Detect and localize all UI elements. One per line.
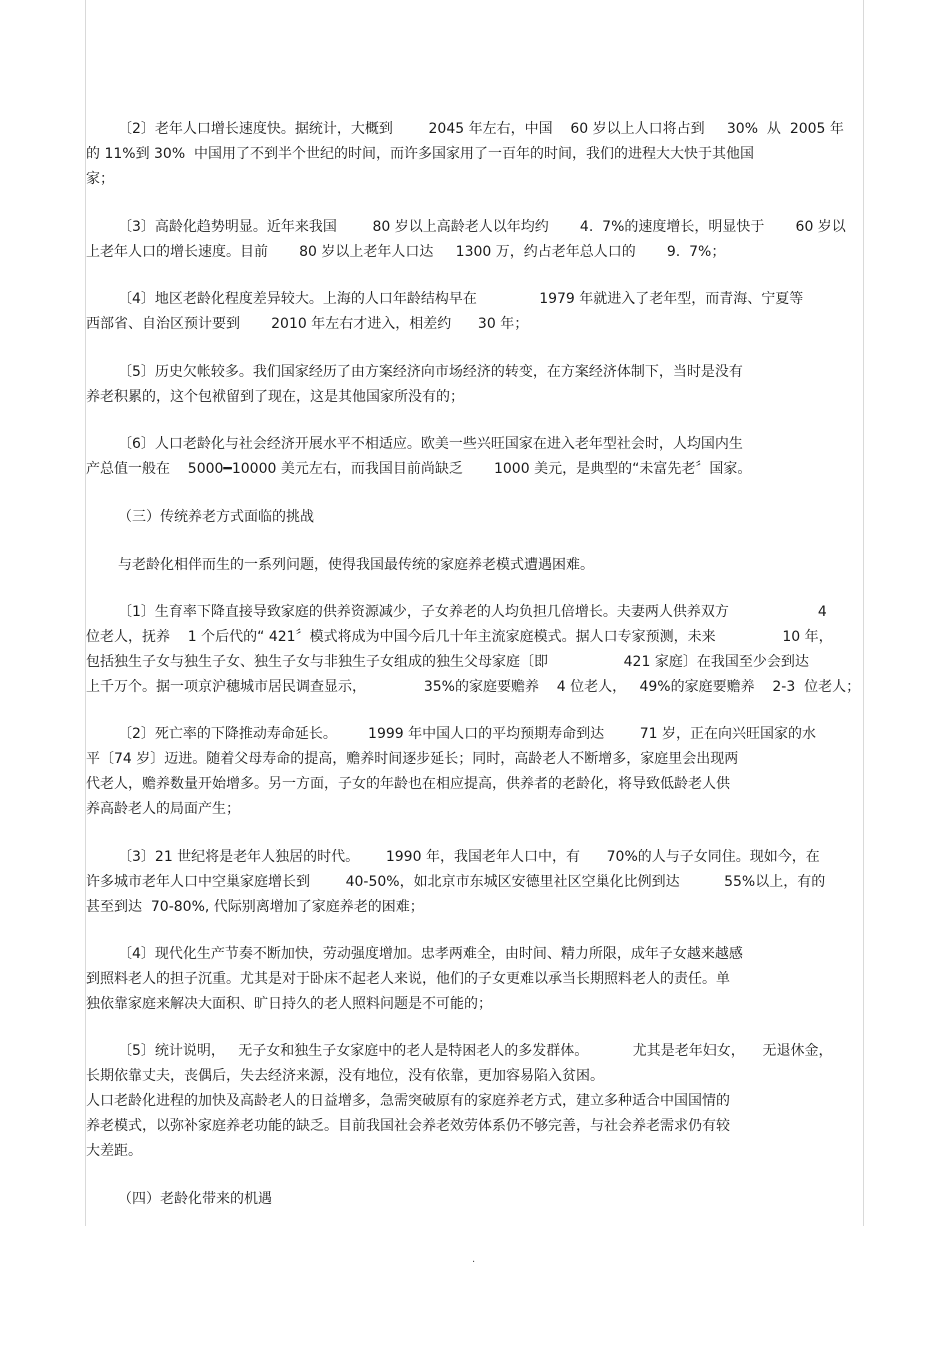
- page-footer-mark: .: [472, 1254, 476, 1265]
- text-line: 〔1〕生育率下降直接导致家庭的供养资源减少，子女养老的人均负担几倍增长。夫妻两人供养双方 4: [118, 604, 827, 620]
- text-line: 养高龄老人的局面产生；: [86, 801, 240, 817]
- text-line: 养老模式，以弥补家庭养老功能的缺乏。目前我国社会养老效劳体系仍不够完善，与社会养老需求仍有较: [86, 1118, 730, 1134]
- text-line: 〔5〕统计说明， 无子女和独生子女家庭中的老人是特困老人的多发群体。 尤其是老年妇女， 无退休金，: [118, 1043, 833, 1059]
- text-line: 人口老龄化进程的加快及高龄老人的日益增多，急需突破原有的家庭养老方式，建立多种适合中国国情的: [86, 1093, 730, 1109]
- text-line: 家；: [86, 171, 114, 187]
- text-line: 代老人，赡养数量开始增多。另一方面，子女的年龄也在相应提高，供养者的老龄化，将导致低龄老人供: [86, 776, 730, 792]
- text-line: 与老龄化相伴而生的一系列问题，使得我国最传统的家庭养老模式遭遇困难。: [118, 557, 594, 573]
- text-line: 大差距。: [86, 1143, 142, 1159]
- text-line: 的 11%到 30% 中国用了不到半个世纪的时间，而许多国家用了一百年的时间，我们的进程大大快于其他国: [86, 146, 755, 162]
- text-line: 〔5〕历史欠帐较多。我们国家经历了由方案经济向市场经济的转变，在方案经济体制下，当时是没有: [118, 364, 743, 380]
- text-line: 产总值一般在 5000━10000 美元左右，而我国目前尚缺乏 1000 美元，是典型的“未富先老〞国家。: [86, 461, 752, 477]
- text-line: 甚至到达 70-80%, 代际别离增加了家庭养老的困难；: [86, 899, 424, 915]
- text-line: 平〔74 岁〕迈进。随着父母寿命的提高，赡养时间逐步延长；同时，高龄老人不断增多，家庭里会出现两: [86, 751, 739, 767]
- text-line: 〔4〕地区老龄化程度差异较大。上海的人口年龄结构早在 1979 年就进入了老年型，而青海、宁夏等: [118, 291, 804, 307]
- text-line: 〔2〕老年人口增长速度快。据统计，大概到 2045 年左右，中国 60 岁以上人口将占到 30% 从 2005 年: [118, 121, 844, 137]
- text-line: 许多城市老年人口中空巢家庭增长到 40-50%，如北京市东城区安德里社区空巢化比例到达 55%以上，有的: [86, 874, 826, 890]
- text-line: 到照料老人的担子沉重。尤其是对于卧床不起老人来说，他们的子女更难以承当长期照料老人的责任。单: [86, 971, 730, 987]
- page-right-edge: [863, 0, 864, 1226]
- text-line: 上千万个。据一项京沪穗城市居民调查显示， 35%的家庭要赡养 4 位老人， 49%的家庭要赡养 2-3 位老人；: [86, 679, 861, 695]
- text-line: 〔6〕人口老龄化与社会经济开展水平不相适应。欧美一些兴旺国家在进入老年型社会时，人均国内生: [118, 436, 743, 452]
- text-line: 上老年人口的增长速度。目前 80 岁以上老年人口达 1300 万，约占老年总人口的 9. 7%；: [86, 244, 726, 260]
- section-heading: （三）传统养老方式面临的挑战: [118, 509, 314, 525]
- text-line: 独依靠家庭来解决大面积、旷日持久的老人照料问题是不可能的；: [86, 996, 492, 1012]
- section-heading: （四）老龄化带来的机遇: [118, 1191, 272, 1207]
- text-line: 位老人，抚养 1 个后代的“ 421〞模式将成为中国今后几十年主流家庭模式。据人口专家预测，未来 10 年，: [86, 629, 833, 645]
- text-line: 包括独生子女与独生子女、独生子女与非独生子女组成的独生父母家庭〔即 421 家庭〕在我国至少会到达: [86, 654, 809, 670]
- text-line: 养老积累的，这个包袱留到了现在，这是其他国家所没有的；: [86, 389, 464, 405]
- text-line: 〔2〕死亡率的下降推动寿命延长。 1999 年中国人口的平均预期寿命到达 71 岁，正在向兴旺国家的水: [118, 726, 817, 742]
- text-line: 〔4〕现代化生产节奏不断加快，劳动强度增加。忠孝两难全，由时间、精力所限，成年子女越来越感: [118, 946, 743, 962]
- text-line: 〔3〕高龄化趋势明显。近年来我国 80 岁以上高龄老人以年均约 4. 7%的速度增长，明显快于 60 岁以: [118, 219, 846, 235]
- text-line: 长期依靠丈夫，丧偶后，失去经济来源，没有地位，没有依靠，更加容易陷入贫困。: [86, 1068, 604, 1084]
- text-line: 西部省、自治区预计要到 2010 年左右才进入，相差约 30 年；: [86, 316, 529, 332]
- text-line: 〔3〕21 世纪将是老年人独居的时代。 1990 年，我国老年人口中，有 70%的人与子女同住。现如今，在: [118, 849, 820, 865]
